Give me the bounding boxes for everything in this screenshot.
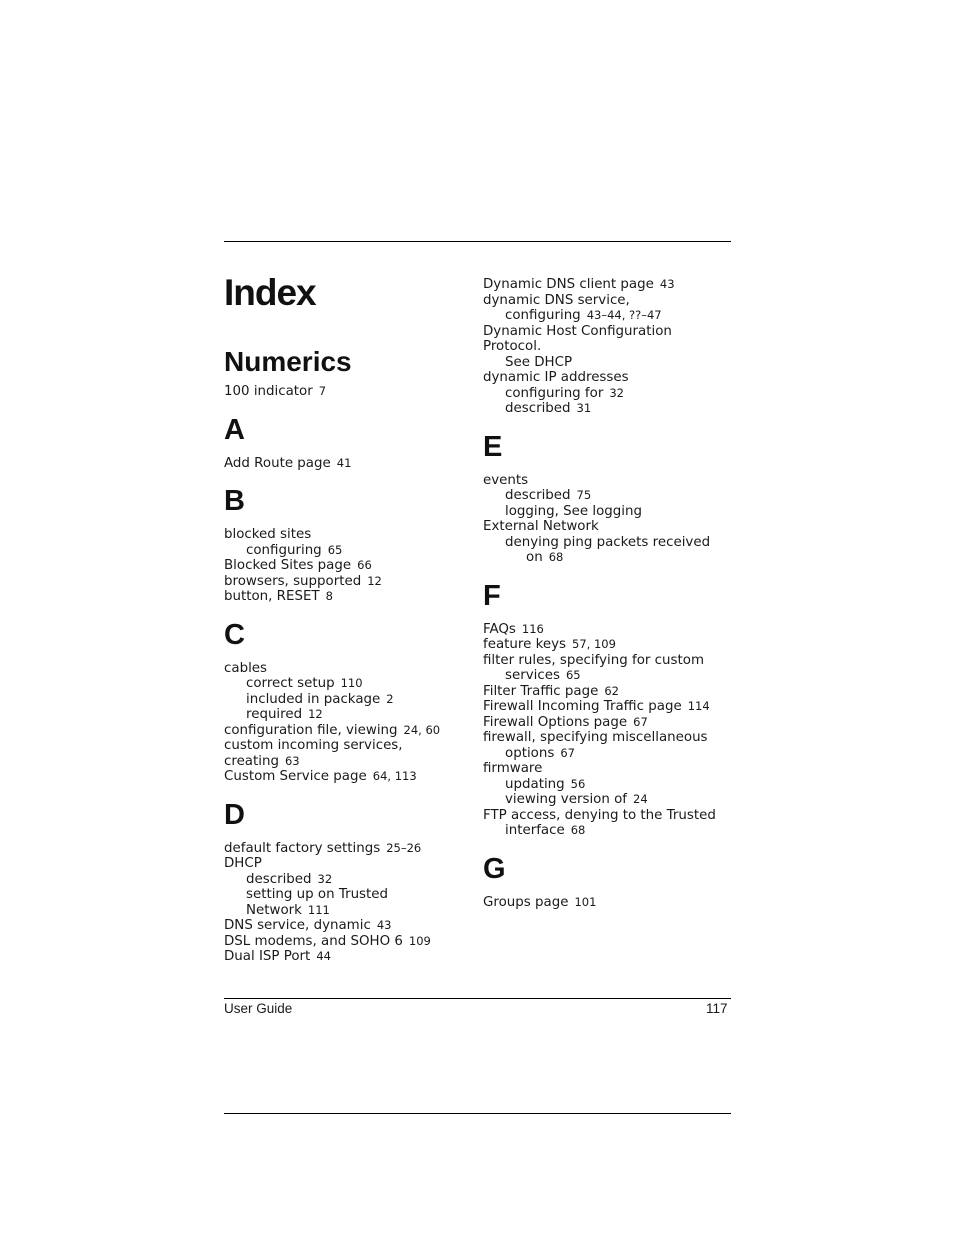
- entry-pages: 12: [367, 573, 382, 588]
- index-entry: [224, 661, 474, 677]
- index-entry: [224, 558, 474, 574]
- index-section: [483, 277, 733, 417]
- entry-pages: 66: [357, 558, 372, 572]
- index-entry: [224, 769, 474, 785]
- footer-rule: [224, 998, 731, 999]
- entry-pages: 43: [659, 277, 675, 291]
- index-section: [224, 619, 474, 785]
- index-entry: [483, 324, 733, 355]
- index-section: [224, 485, 474, 605]
- entry-term: Blocked Sites page: [224, 558, 352, 573]
- index-section: [224, 346, 474, 400]
- entry-term: on: [526, 550, 543, 565]
- index-entry: [483, 895, 733, 911]
- section-heading: F: [483, 579, 501, 612]
- index-entry: [483, 622, 733, 638]
- index-entry: [483, 777, 733, 793]
- entry-term: custom incoming services, creating: [224, 738, 403, 769]
- entry-term: described: [505, 488, 571, 503]
- entry-pages: 111: [307, 902, 330, 917]
- section-heading: G: [483, 852, 506, 885]
- index-section: [224, 799, 474, 965]
- index-entry: [224, 841, 474, 857]
- entry-term: Custom Service page: [224, 769, 367, 784]
- index-entry: [224, 738, 474, 769]
- entry-term: firewall, specifying miscellaneous: [483, 730, 708, 745]
- index-entry: [483, 637, 733, 653]
- entry-pages: 116: [521, 621, 544, 636]
- entry-pages: 32: [317, 871, 333, 886]
- entry-pages: 8: [325, 589, 333, 603]
- entry-term: Dynamic Host Configuration Protocol.: [483, 323, 672, 354]
- entry-pages: 110: [340, 676, 363, 690]
- index-section: [224, 414, 474, 472]
- entry-term: interface: [505, 823, 565, 838]
- index-entry: [483, 370, 733, 386]
- entry-pages: 43: [376, 918, 392, 932]
- index-entry: [483, 473, 733, 489]
- index-entry: [224, 872, 474, 888]
- entry-term: configuring for: [505, 385, 604, 401]
- index-entry: [224, 589, 474, 605]
- entry-term: See DHCP: [505, 354, 573, 370]
- entry-pages: 24, 60: [403, 722, 441, 737]
- section-heading: E: [483, 430, 503, 463]
- entry-term: services: [505, 668, 560, 683]
- entry-pages: 63: [284, 753, 300, 768]
- entry-term: dynamic DNS service,: [483, 292, 630, 308]
- entry-pages: 114: [687, 699, 710, 713]
- entry-pages: 67: [560, 745, 575, 760]
- index-entry: [483, 746, 733, 762]
- entry-term: FAQs: [483, 621, 516, 637]
- entry-pages: 57, 109: [572, 637, 616, 651]
- index-entry: [483, 668, 733, 684]
- index-entry: [483, 653, 733, 669]
- index-entry: [224, 456, 474, 472]
- index-entry: [483, 699, 733, 715]
- index-section: [483, 431, 733, 566]
- entry-term: Add Route page: [224, 455, 331, 471]
- entry-pages: 101: [574, 894, 597, 909]
- footer-title: User Guide: [224, 1001, 293, 1016]
- index-entry: [483, 401, 733, 417]
- index-section: [483, 580, 733, 839]
- entry-pages: 7: [318, 384, 327, 398]
- entry-pages: 67: [633, 714, 648, 729]
- entry-pages: 62: [604, 683, 619, 698]
- index-column-right: [483, 277, 733, 924]
- index-entry: [483, 761, 733, 777]
- section-heading: C: [224, 618, 245, 651]
- index-entry: [483, 386, 733, 402]
- index-entry: [483, 715, 733, 731]
- index-entry: [224, 723, 474, 739]
- entry-term: External Network: [483, 519, 599, 534]
- index-entry: [483, 308, 733, 324]
- entry-term: filter rules, specifying for custom: [483, 652, 704, 668]
- entry-pages: 31: [576, 401, 592, 415]
- index-entry: [224, 692, 474, 708]
- entry-pages: 68: [548, 550, 564, 564]
- entry-term: browsers, supported: [224, 573, 362, 589]
- entry-term: DNS service, dynamic: [224, 918, 371, 933]
- index-entry: [224, 856, 474, 872]
- entry-term: FTP access, denying to the Trusted: [483, 807, 716, 823]
- entry-term: updating: [505, 776, 565, 792]
- entry-term: included in package: [246, 691, 381, 707]
- entry-term: Dynamic DNS client page: [483, 277, 654, 292]
- index-section: [483, 853, 733, 911]
- index-entry: [224, 918, 474, 934]
- index-entry: [224, 676, 474, 692]
- entry-term: cables: [224, 660, 268, 676]
- entry-pages: 56: [570, 776, 586, 791]
- entry-pages: 32: [609, 385, 624, 400]
- entry-term: denying ping packets received: [505, 534, 711, 550]
- entry-pages: 43–44, ??–47: [586, 308, 662, 322]
- index-entry: [483, 277, 733, 293]
- entry-term: firmware: [483, 761, 543, 776]
- entry-term: configuration file, viewing: [224, 722, 398, 738]
- entry-pages: 12: [308, 707, 323, 721]
- index-entry: [483, 808, 733, 824]
- section-heading: B: [224, 485, 245, 517]
- index-entry: [483, 519, 733, 535]
- index-entry: [483, 488, 733, 504]
- entry-term: correct setup: [246, 676, 335, 691]
- index-entry: [483, 293, 733, 309]
- entry-pages: 75: [576, 488, 592, 502]
- entry-term: viewing version of: [505, 792, 628, 807]
- index-entry: [224, 543, 474, 559]
- index-entry: [483, 730, 733, 746]
- entry-pages: 41: [336, 455, 352, 470]
- entry-pages: 24: [633, 792, 648, 806]
- entry-term: logging, See logging: [505, 503, 642, 519]
- entry-term: events: [483, 472, 529, 488]
- section-heading: A: [224, 413, 245, 446]
- entry-term: setting up on Trusted Network: [246, 887, 389, 918]
- entry-pages: 2: [386, 691, 394, 706]
- index-entry: [224, 707, 474, 723]
- index-entry: [224, 934, 474, 950]
- page-number: 117: [706, 1001, 728, 1016]
- page-title: Index: [224, 272, 316, 313]
- entry-term: blocked sites: [224, 527, 312, 542]
- index-entry: [224, 384, 474, 400]
- entry-term: dynamic IP addresses: [483, 370, 629, 385]
- section-heading: D: [224, 798, 245, 831]
- entry-term: feature keys: [483, 637, 567, 652]
- index-entry: [483, 550, 733, 566]
- index-entry: [483, 355, 733, 371]
- index-entry: [483, 504, 733, 520]
- entry-term: Firewall Incoming Traffic page: [483, 699, 682, 714]
- entry-term: DSL modems, and SOHO 6: [224, 933, 403, 949]
- entry-pages: 109: [408, 933, 431, 948]
- entry-term: DHCP: [224, 856, 262, 871]
- index-entry: [483, 684, 733, 700]
- entry-pages: 65: [327, 542, 343, 557]
- entry-term: options: [505, 745, 555, 761]
- entry-term: Firewall Options page: [483, 714, 628, 730]
- top-rule: [224, 241, 731, 242]
- entry-pages: 65: [565, 668, 581, 682]
- entry-pages: 25–26: [386, 840, 422, 855]
- index-entry: [224, 574, 474, 590]
- index-entry: [483, 535, 733, 551]
- index-entry: [483, 823, 733, 839]
- entry-pages: 68: [570, 823, 586, 837]
- entry-term: Dual ISP Port: [224, 949, 311, 964]
- index-column-left: [224, 270, 474, 979]
- entry-pages: 64, 113: [372, 769, 417, 783]
- index-entry: [224, 949, 474, 965]
- entry-term: default factory settings: [224, 840, 381, 856]
- entry-term: configuring: [246, 542, 322, 558]
- bottom-rule: [224, 1113, 731, 1114]
- entry-term: configuring: [505, 308, 581, 323]
- entry-term: 100 indicator: [224, 384, 313, 399]
- entry-term: described: [505, 401, 571, 416]
- index-entry: [224, 527, 474, 543]
- entry-term: described: [246, 871, 312, 887]
- entry-term: Groups page: [483, 894, 569, 910]
- entry-term: Filter Traffic page: [483, 683, 599, 699]
- section-heading: Numerics: [224, 346, 352, 377]
- index-entry: [483, 792, 733, 808]
- index-entry: [224, 887, 474, 918]
- entry-term: required: [246, 707, 303, 722]
- entry-term: button, RESET: [224, 589, 320, 604]
- entry-pages: 44: [316, 949, 331, 963]
